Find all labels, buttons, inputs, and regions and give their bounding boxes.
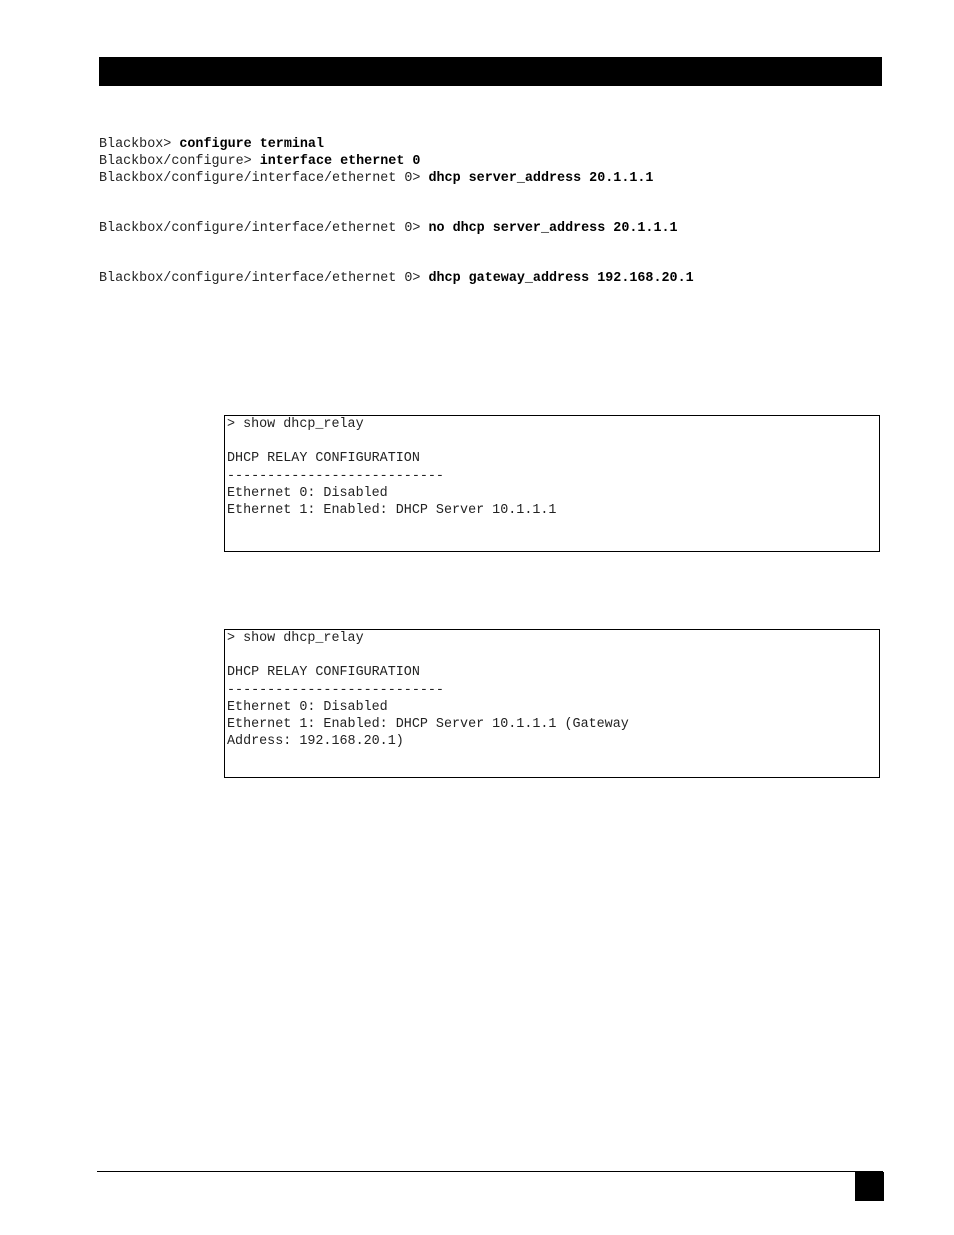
terminal-line: --------------------------- [227, 682, 444, 698]
header-bar [99, 57, 882, 86]
command-line-dhcp-gateway-address [99, 270, 694, 287]
command-prompt: Blackbox> [99, 137, 180, 152]
command-prompt: Blackbox/configure> [99, 154, 260, 169]
command-line-configure-terminal [99, 136, 324, 153]
terminal-line: > show dhcp_relay [227, 417, 364, 432]
terminal-line: Ethernet 0: Disabled [227, 699, 388, 715]
command-text: dhcp gateway_address 192.168.20.1 [428, 271, 694, 286]
command-line-interface-ethernet [99, 153, 420, 170]
terminal-line: --------------------------- [227, 468, 444, 484]
command-prompt: Blackbox/configure/interface/ethernet 0> [99, 171, 429, 186]
terminal-line: DHCP RELAY CONFIGURATION [227, 665, 420, 681]
terminal-line: Ethernet 0: Disabled [227, 485, 388, 501]
terminal-output-box-1 [224, 415, 880, 552]
terminal-line: Address: 192.168.20.1) [227, 734, 404, 750]
command-line-dhcp-server-address [99, 170, 653, 187]
page-number-box [855, 1172, 884, 1201]
terminal-line-blank [227, 647, 877, 664]
terminal-line: Ethernet 1: Enabled: DHCP Server 10.1.1.1 [227, 502, 557, 518]
terminal-line-blank [227, 433, 877, 450]
command-line-no-dhcp-server-address [99, 220, 678, 237]
command-prompt: Blackbox/configure/interface/ethernet 0> [99, 221, 429, 236]
footer-rule [97, 1171, 883, 1172]
terminal-line: Ethernet 1: Enabled: DHCP Server 10.1.1.1 (Gateway [227, 716, 629, 732]
terminal-output-box-2 [224, 629, 880, 778]
terminal-line: DHCP RELAY CONFIGURATION [227, 451, 420, 467]
command-text: no dhcp server_address 20.1.1.1 [428, 221, 678, 236]
command-text: dhcp server_address 20.1.1.1 [428, 171, 654, 186]
command-text: configure terminal [179, 137, 325, 152]
command-prompt: Blackbox/configure/interface/ethernet 0> [99, 271, 429, 286]
terminal-line: > show dhcp_relay [227, 631, 364, 646]
command-text: interface ethernet 0 [259, 154, 421, 169]
